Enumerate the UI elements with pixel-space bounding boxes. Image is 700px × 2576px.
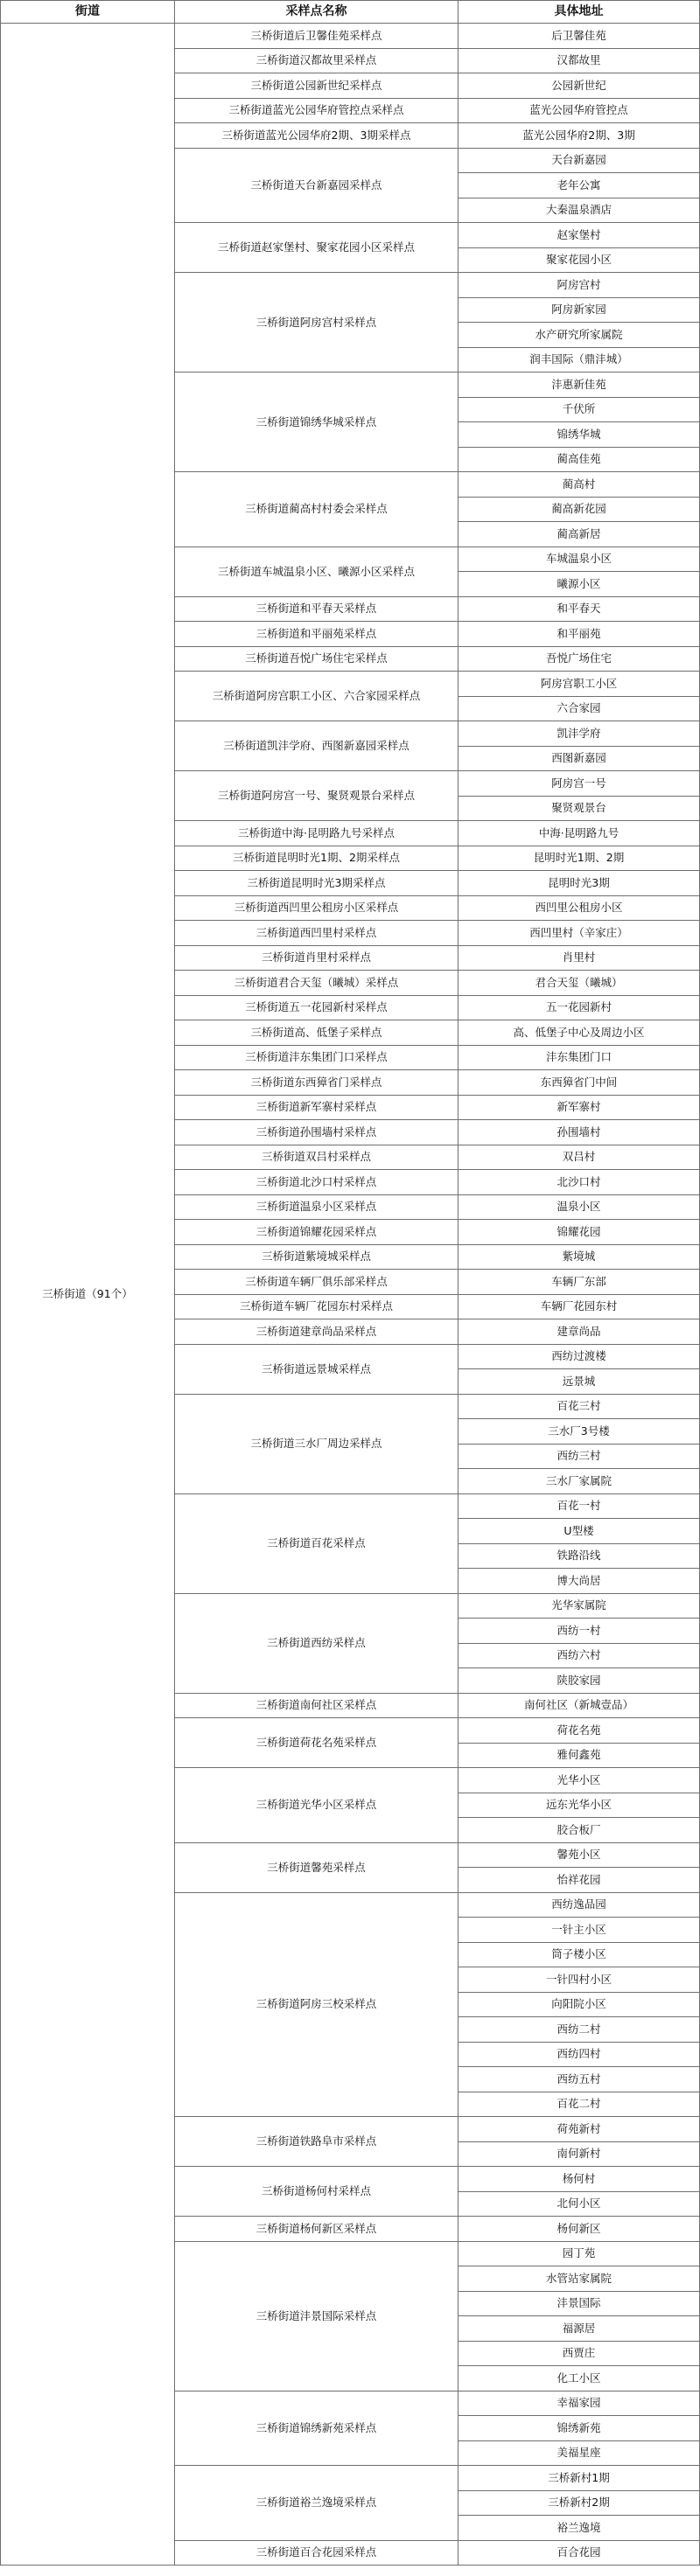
address-cell: 怡祥花园: [458, 1868, 700, 1893]
address-cell: 蔺高村: [458, 472, 700, 498]
address-cell: 百花一村: [458, 1493, 700, 1519]
address-cell: 千伏所: [458, 397, 700, 422]
site-name-cell: 三桥街道荷花名苑采样点: [175, 1718, 458, 1768]
address-cell: 胶合板厂: [458, 1818, 700, 1843]
site-name-cell: 三桥街道裕兰逸境采样点: [175, 2466, 458, 2541]
site-name-cell: 三桥街道杨何新区采样点: [175, 2217, 458, 2242]
address-cell: 西纺四村: [458, 2042, 700, 2067]
site-name-cell: 三桥街道车辆厂俱乐部采样点: [175, 1270, 458, 1295]
address-cell: 水产研究所家属院: [458, 323, 700, 348]
address-cell: 南何社区（新城壹品）: [458, 1693, 700, 1718]
site-name-cell: 三桥街道锦绣新苑采样点: [175, 2391, 458, 2466]
address-cell: 三水厂3号楼: [458, 1419, 700, 1445]
site-name-cell: 三桥街道锦绣华城采样点: [175, 372, 458, 472]
site-name-cell: 三桥街道和平丽苑采样点: [175, 622, 458, 647]
header-address: 具体地址: [458, 1, 700, 24]
address-cell: 博大尚居: [458, 1569, 700, 1594]
site-name-cell: 三桥街道和平春天采样点: [175, 596, 458, 622]
address-cell: 北何小区: [458, 2191, 700, 2217]
site-name-cell: 三桥街道公园新世纪采样点: [175, 73, 458, 99]
site-name-cell: 三桥街道馨苑采样点: [175, 1842, 458, 1892]
address-cell: 紫境城: [458, 1244, 700, 1270]
address-cell: 中海·昆明路九号: [458, 821, 700, 846]
address-cell: 北沙口村: [458, 1170, 700, 1195]
address-cell: 光华家属院: [458, 1593, 700, 1619]
address-cell: 馨苑小区: [458, 1842, 700, 1868]
site-name-cell: 三桥街道高、低堡子采样点: [175, 1020, 458, 1046]
address-cell: 五一花园新村: [458, 995, 700, 1020]
address-cell: 西纺过渡楼: [458, 1344, 700, 1369]
site-name-cell: 三桥街道铁路阜市采样点: [175, 2117, 458, 2167]
site-name-cell: 三桥街道双吕村采样点: [175, 1145, 458, 1170]
address-cell: 凯沣学府: [458, 721, 700, 747]
site-name-cell: 三桥街道车辆厂花园东村采样点: [175, 1294, 458, 1319]
address-cell: 裕兰逸境: [458, 2516, 700, 2541]
address-cell: 远景城: [458, 1369, 700, 1395]
address-cell: 阿房新家园: [458, 297, 700, 323]
address-cell: 蓝光公园华府2期、3期: [458, 123, 700, 149]
header-site-name: 采样点名称: [175, 1, 458, 24]
site-name-cell: 三桥街道天台新嘉园采样点: [175, 148, 458, 223]
address-cell: 阿房宫村: [458, 273, 700, 298]
site-name-cell: 三桥街道君合天玺（曦城）采样点: [175, 971, 458, 996]
address-cell: 水管站家属院: [458, 2266, 700, 2292]
site-name-cell: 三桥街道肖里村采样点: [175, 945, 458, 971]
site-name-cell: 三桥街道蔺高村村委会采样点: [175, 472, 458, 547]
site-name-cell: 三桥街道南何社区采样点: [175, 1693, 458, 1718]
site-name-cell: 三桥街道东西獐省门采样点: [175, 1070, 458, 1096]
site-name-cell: 三桥街道中海·昆明路九号采样点: [175, 821, 458, 846]
address-cell: 荷苑新村: [458, 2117, 700, 2142]
address-cell: 福源居: [458, 2316, 700, 2342]
site-name-cell: 三桥街道北沙口村采样点: [175, 1170, 458, 1195]
address-cell: 聚贤观景台: [458, 796, 700, 821]
address-cell: 雅何鑫苑: [458, 1743, 700, 1768]
address-cell: 汉都故里: [458, 48, 700, 73]
site-name-cell: 三桥街道紫境城采样点: [175, 1244, 458, 1270]
address-cell: 曦源小区: [458, 572, 700, 597]
address-cell: 车城温泉小区: [458, 547, 700, 572]
address-cell: 和平丽苑: [458, 622, 700, 647]
address-cell: 聚家花园小区: [458, 247, 700, 273]
address-cell: 三桥新村1期: [458, 2466, 700, 2491]
address-cell: 百花三村: [458, 1394, 700, 1419]
address-cell: 远东光华小区: [458, 1793, 700, 1818]
site-name-cell: 三桥街道沣东集团门口采样点: [175, 1045, 458, 1070]
address-cell: 锦耀花园: [458, 1220, 700, 1245]
site-name-cell: 三桥街道蓝光公园华府管控点采样点: [175, 98, 458, 123]
address-cell: 建章尚品: [458, 1319, 700, 1345]
address-cell: 大秦温泉酒店: [458, 198, 700, 223]
address-cell: 沣东集团门口: [458, 1045, 700, 1070]
address-cell: 东西獐省门中间: [458, 1070, 700, 1096]
address-cell: 沣惠新佳苑: [458, 372, 700, 398]
table-body: [1, 24, 700, 2566]
site-name-cell: 三桥街道西凹里村采样点: [175, 921, 458, 946]
address-cell: 筒子楼小区: [458, 1942, 700, 1967]
address-cell: 三水厂家属院: [458, 1469, 700, 1494]
site-name-cell: 三桥街道西纺采样点: [175, 1593, 458, 1693]
site-name-cell: 三桥街道孙围墙村采样点: [175, 1120, 458, 1145]
address-cell: 六合家园: [458, 696, 700, 721]
address-cell: 化工小区: [458, 2366, 700, 2392]
site-name-cell: 三桥街道杨何村采样点: [175, 2167, 458, 2217]
address-cell: 蓝光公园华府管控点: [458, 98, 700, 123]
address-cell: 幸福家园: [458, 2391, 700, 2416]
address-cell: 后卫馨佳苑: [458, 24, 700, 49]
address-cell: 杨何新区: [458, 2217, 700, 2242]
site-name-cell: 三桥街道西凹里公租房小区采样点: [175, 895, 458, 921]
address-cell: 荷花名苑: [458, 1718, 700, 1744]
address-cell: 铁路沿线: [458, 1543, 700, 1569]
site-name-cell: 三桥街道沣景国际采样点: [175, 2241, 458, 2391]
site-name-cell: 三桥街道三水厂周边采样点: [175, 1394, 458, 1493]
site-name-cell: 三桥街道新军寨村采样点: [175, 1095, 458, 1120]
address-cell: 光华小区: [458, 1768, 700, 1793]
site-name-cell: 三桥街道阿房宫村采样点: [175, 273, 458, 372]
address-cell: 肖里村: [458, 945, 700, 971]
address-cell: 天台新嘉园: [458, 148, 700, 173]
address-cell: 西纺二村: [458, 2017, 700, 2043]
address-cell: 和平春天: [458, 596, 700, 622]
table-row: [1, 24, 700, 49]
address-cell: 阿房宫职工小区: [458, 672, 700, 697]
site-name-cell: 三桥街道昆明时光3期采样点: [175, 871, 458, 896]
site-name-cell: 三桥街道赵家堡村、聚家花园小区采样点: [175, 223, 458, 273]
address-cell: 赵家堡村: [458, 223, 700, 248]
site-name-cell: 三桥街道吾悦广场住宅采样点: [175, 646, 458, 672]
site-name-cell: 三桥街道建章尚品采样点: [175, 1319, 458, 1345]
site-name-cell: 三桥街道百合花园采样点: [175, 2540, 458, 2566]
address-cell: 一针主小区: [458, 1918, 700, 1943]
address-cell: 园丁苑: [458, 2241, 700, 2266]
address-cell: 蔺高新花园: [458, 497, 700, 522]
site-name-cell: 三桥街道远景城采样点: [175, 1344, 458, 1394]
address-cell: 吾悦广场住宅: [458, 646, 700, 672]
address-cell: 公园新世纪: [458, 73, 700, 99]
site-name-cell: 三桥街道温泉小区采样点: [175, 1194, 458, 1220]
address-cell: U型楼: [458, 1519, 700, 1544]
address-cell: 西凹里公租房小区: [458, 895, 700, 921]
address-cell: 老年公寓: [458, 173, 700, 198]
address-cell: 三桥新村2期: [458, 2490, 700, 2516]
site-name-cell: 三桥街道阿房宫职工小区、六合家园采样点: [175, 672, 458, 721]
address-cell: 西图新嘉园: [458, 746, 700, 771]
site-name-cell: 三桥街道汉都故里采样点: [175, 48, 458, 73]
street-cell: 三桥街道（91个）: [1, 24, 175, 2566]
address-cell: 锦绣新苑: [458, 2416, 700, 2441]
address-cell: 西贾庄: [458, 2341, 700, 2366]
address-cell: 百合花园: [458, 2540, 700, 2566]
address-cell: 车辆厂花园东村: [458, 1294, 700, 1319]
address-cell: 昆明时光1期、2期: [458, 846, 700, 871]
table-header-row: [1, 1, 700, 24]
address-cell: 沣景国际: [458, 2291, 700, 2316]
header-street: 街道: [1, 1, 175, 24]
address-cell: 杨何村: [458, 2167, 700, 2192]
address-cell: 西纺六村: [458, 1643, 700, 1668]
address-cell: 新军寨村: [458, 1095, 700, 1120]
address-cell: 双吕村: [458, 1145, 700, 1170]
address-cell: 温泉小区: [458, 1194, 700, 1220]
site-name-cell: 三桥街道凯沣学府、西图新嘉园采样点: [175, 721, 458, 771]
site-name-cell: 三桥街道阿房宫一号、聚贤观景台采样点: [175, 771, 458, 821]
address-cell: 南何新村: [458, 2141, 700, 2167]
site-name-cell: 三桥街道阿房三校采样点: [175, 1892, 458, 2117]
site-name-cell: 三桥街道蓝光公园华府2期、3期采样点: [175, 123, 458, 149]
address-cell: 高、低堡子中心及周边小区: [458, 1020, 700, 1046]
address-cell: 蔺高新居: [458, 522, 700, 547]
site-name-cell: 三桥街道光华小区采样点: [175, 1768, 458, 1843]
address-cell: 蔺高佳苑: [458, 447, 700, 472]
address-cell: 西纺三村: [458, 1444, 700, 1469]
address-cell: 一针四村小区: [458, 1967, 700, 1993]
site-name-cell: 三桥街道后卫馨佳苑采样点: [175, 24, 458, 49]
address-cell: 向阳院小区: [458, 1992, 700, 2017]
address-cell: 西凹里村（辛家庄）: [458, 921, 700, 946]
address-cell: 锦绣华城: [458, 422, 700, 448]
address-cell: 陕胶家园: [458, 1668, 700, 1694]
address-cell: 孙围墙村: [458, 1120, 700, 1145]
address-cell: 西纺逸品园: [458, 1892, 700, 1918]
site-name-cell: 三桥街道五一花园新村采样点: [175, 995, 458, 1020]
address-cell: 美福星座: [458, 2440, 700, 2466]
address-cell: 西纺一村: [458, 1619, 700, 1644]
site-name-cell: 三桥街道车城温泉小区、曦源小区采样点: [175, 547, 458, 596]
address-cell: 昆明时光3期: [458, 871, 700, 896]
address-cell: 车辆厂东部: [458, 1270, 700, 1295]
address-cell: 君合天玺（曦城）: [458, 971, 700, 996]
site-name-cell: 三桥街道昆明时光1期、2期采样点: [175, 846, 458, 871]
address-cell: 润丰国际（鼎沣城）: [458, 347, 700, 372]
site-name-cell: 三桥街道锦耀花园采样点: [175, 1220, 458, 1245]
address-cell: 西纺五村: [458, 2067, 700, 2092]
address-cell: 百花二村: [458, 2092, 700, 2117]
site-name-cell: 三桥街道百花采样点: [175, 1493, 458, 1593]
address-cell: 阿房宫一号: [458, 771, 700, 797]
